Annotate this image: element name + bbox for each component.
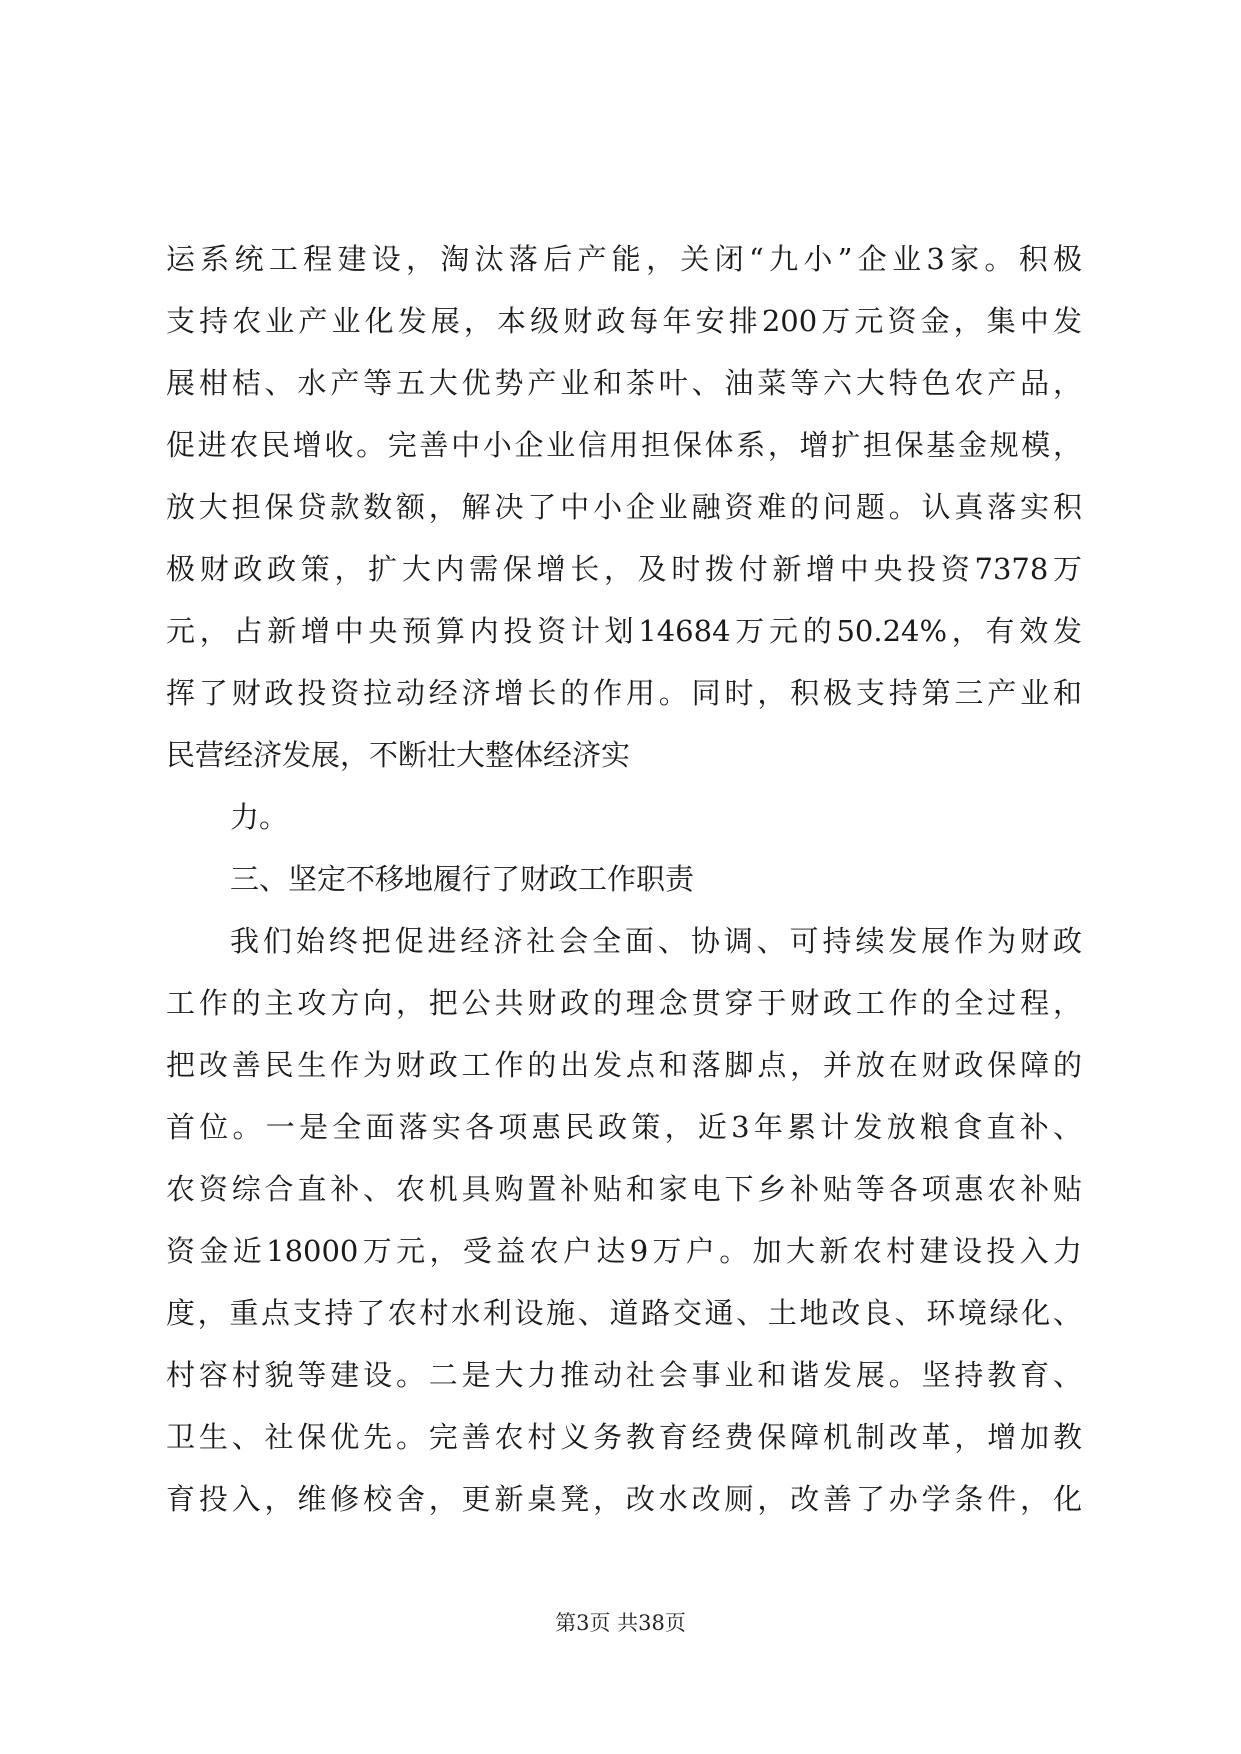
text-line: 运系统工程建设，淘汰落后产能，关闭“九小”企业3家。积极 bbox=[166, 242, 1082, 276]
text-line: 极财政政策，扩大内需保增长，及时拨付新增中央投资7378万 bbox=[166, 552, 1082, 586]
text-line: 度，重点支持了农村水利设施、道路交通、土地改良、环境绿化、 bbox=[166, 1296, 1082, 1330]
text-line: 元，占新增中央预算内投资计划14684万元的50.24%，有效发 bbox=[166, 614, 1082, 648]
document-body bbox=[166, 228, 1082, 1530]
text-line: 我们始终把促进经济社会全面、协调、可持续发展作为财政 bbox=[230, 924, 1082, 958]
text-line: 资金近18000万元，受益农户达9万户。加大新农村建设投入力 bbox=[166, 1234, 1082, 1268]
text-line: 农资综合直补、农机具购置补贴和家电下乡补贴等各项惠农补贴 bbox=[166, 1172, 1082, 1206]
text-line: 支持农业产业化发展，本级财政每年安排200万元资金，集中发 bbox=[166, 304, 1082, 338]
text-line: 力。 bbox=[230, 800, 289, 834]
text-line: 展柑桔、水产等五大优势产业和茶叶、油菜等六大特色农产品， bbox=[166, 366, 1082, 400]
text-line: 育投入，维修校舍，更新桌凳，改水改厕，改善了办学条件，化 bbox=[166, 1482, 1082, 1516]
text-line: 卫生、社保优先。完善农村义务教育经费保障机制改革，增加教 bbox=[166, 1420, 1082, 1454]
section-heading: 三、坚定不移地履行了财政工作职责 bbox=[230, 862, 695, 896]
text-line: 村容村貌等建设。二是大力推动社会事业和谐发展。坚持教育、 bbox=[166, 1358, 1082, 1392]
text-line: 工作的主攻方向，把公共财政的理念贯穿于财政工作的全过程， bbox=[166, 986, 1082, 1020]
page-number: 第3页 共38页 bbox=[555, 1611, 686, 1635]
text-line: 民营经济发展，不断壮大整体经济实 bbox=[166, 738, 631, 772]
text-line: 首位。一是全面落实各项惠民政策，近3年累计发放粮食直补、 bbox=[166, 1110, 1082, 1144]
text-line: 挥了财政投资拉动经济增长的作用。同时，积极支持第三产业和 bbox=[166, 676, 1082, 710]
text-line: 把改善民生作为财政工作的出发点和落脚点，并放在财政保障的 bbox=[166, 1048, 1082, 1082]
text-line: 促进农民增收。完善中小企业信用担保体系，增扩担保基金规模， bbox=[166, 428, 1082, 462]
text-line: 放大担保贷款数额，解决了中小企业融资难的问题。认真落实积 bbox=[166, 490, 1082, 524]
